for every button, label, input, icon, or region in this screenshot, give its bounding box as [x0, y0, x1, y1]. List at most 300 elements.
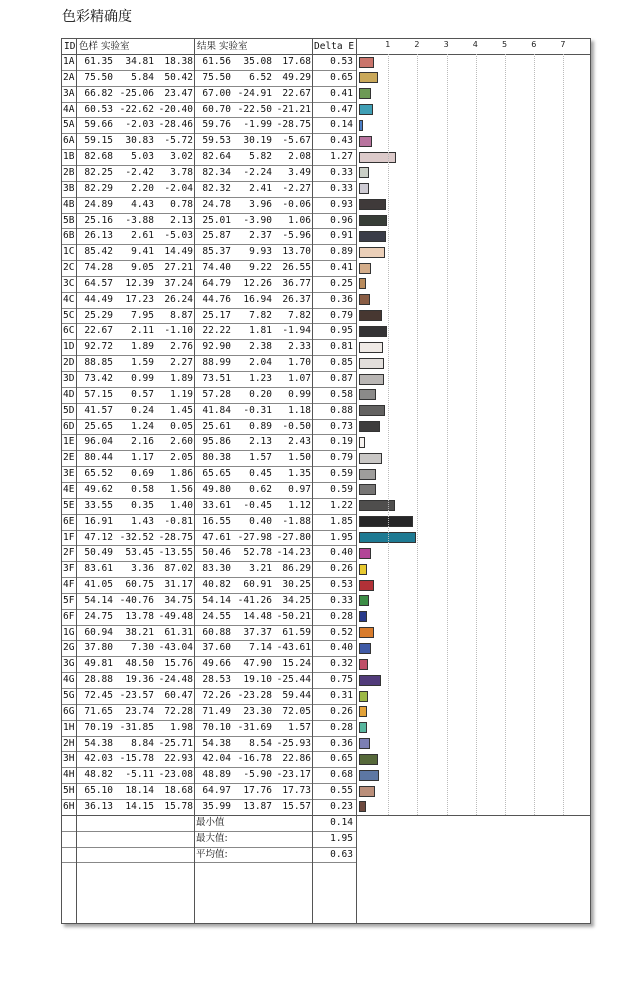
result-l: 22.22 — [202, 325, 231, 337]
result-b: 72.05 — [282, 705, 311, 717]
delta-e-bar — [359, 738, 370, 749]
sample-l: 16.91 — [84, 515, 113, 527]
row-id: 2D — [63, 357, 75, 369]
result-l: 88.99 — [202, 357, 231, 369]
result-b: -14.23 — [276, 547, 311, 559]
table-header — [62, 39, 590, 55]
result-a: 6.52 — [249, 71, 272, 83]
sample-b: 61.31 — [164, 626, 193, 638]
row-id: 2A — [63, 71, 75, 83]
sample-a: 23.74 — [125, 705, 154, 717]
sample-b: -2.04 — [164, 182, 193, 194]
sample-a: -32.52 — [119, 531, 154, 543]
result-b: 1.12 — [288, 499, 311, 511]
result-a: -5.90 — [243, 769, 272, 781]
sample-l: 66.82 — [84, 87, 113, 99]
result-a: -0.45 — [243, 499, 272, 511]
result-b: 1.07 — [288, 373, 311, 384]
result-a: 3.96 — [249, 198, 272, 210]
summary-label: 平均值: — [196, 848, 228, 860]
sample-a: 9.05 — [131, 262, 154, 274]
table-row — [62, 323, 590, 339]
delta-e-value: 0.96 — [330, 214, 353, 226]
sample-a: 4.43 — [131, 198, 154, 210]
row-id: 3C — [63, 277, 75, 289]
delta-e-value: 0.19 — [330, 436, 353, 448]
delta-e-bar — [359, 611, 367, 622]
result-b: 3.49 — [288, 166, 311, 178]
row-id: 6C — [63, 325, 75, 337]
row-id: 1B — [63, 151, 75, 163]
sample-b: 15.76 — [164, 658, 193, 670]
sample-b: -28.75 — [158, 531, 193, 543]
summary-row — [62, 831, 590, 847]
delta-e-value: 0.53 — [330, 579, 353, 591]
row-id: 5F — [63, 594, 75, 606]
sample-b: -23.08 — [158, 769, 193, 781]
result-l: 60.88 — [202, 626, 231, 638]
row-id: 6E — [63, 515, 75, 527]
result-b: 0.99 — [288, 388, 311, 400]
result-b: 2.33 — [288, 341, 311, 353]
delta-e-value: 0.36 — [330, 293, 353, 305]
delta-e-bar — [359, 326, 387, 337]
delta-e-bar — [359, 136, 372, 147]
result-l: 73.51 — [202, 373, 231, 384]
header-delta-e: Delta E — [314, 41, 355, 52]
result-a: 35.08 — [243, 56, 272, 67]
delta-e-bar — [359, 215, 387, 226]
result-l: 35.99 — [202, 800, 231, 812]
delta-e-bar — [359, 247, 385, 258]
result-b: -23.17 — [276, 769, 311, 781]
result-l: 37.60 — [202, 642, 231, 654]
delta-e-value: 0.41 — [330, 87, 353, 99]
sample-l: 82.29 — [84, 182, 113, 194]
delta-e-value: 0.73 — [330, 420, 353, 432]
table-row — [62, 751, 590, 767]
table-row — [62, 403, 590, 419]
sample-b: 1.56 — [170, 483, 193, 495]
table-row — [62, 355, 590, 371]
delta-e-value: 0.81 — [330, 341, 353, 353]
delta-e-value: 0.91 — [330, 230, 353, 242]
sample-l: 22.67 — [84, 325, 113, 337]
sample-l: 41.57 — [84, 404, 113, 416]
row-id: 3G — [63, 658, 75, 670]
row-id: 5A — [63, 119, 75, 131]
row-id: 3B — [63, 182, 75, 194]
result-l: 92.90 — [202, 341, 231, 353]
sample-a: -31.85 — [119, 721, 154, 733]
sample-a: -2.03 — [125, 119, 154, 131]
result-a: -31.69 — [237, 721, 272, 733]
delta-e-bar — [359, 627, 374, 638]
sample-b: 87.02 — [164, 563, 193, 575]
result-a: 12.26 — [243, 277, 272, 289]
result-a: 1.23 — [249, 373, 272, 384]
delta-e-bar — [359, 294, 370, 305]
result-l: 47.61 — [202, 531, 231, 543]
gridline — [447, 54, 448, 815]
result-a: 13.87 — [243, 800, 272, 812]
result-l: 40.82 — [202, 579, 231, 591]
result-l: 85.37 — [202, 246, 231, 258]
result-l: 80.38 — [202, 452, 231, 464]
column-divider — [194, 39, 195, 923]
result-b: 26.55 — [282, 262, 311, 274]
sample-b: 15.78 — [164, 800, 193, 812]
delta-e-value: 0.58 — [330, 388, 353, 400]
row-id: 1A — [63, 56, 75, 67]
axis-tick-label: 4 — [472, 40, 478, 49]
result-l: 49.80 — [202, 483, 231, 495]
column-divider — [312, 39, 313, 923]
result-b: -1.94 — [282, 325, 311, 337]
sample-l: 50.49 — [84, 547, 113, 559]
result-a: 16.94 — [243, 293, 272, 305]
row-id: 2B — [63, 166, 75, 178]
column-divider — [356, 39, 357, 923]
result-b: 34.25 — [282, 594, 311, 606]
sample-b: 14.49 — [164, 246, 193, 258]
sample-b: 2.13 — [170, 214, 193, 226]
result-b: 17.68 — [282, 56, 311, 67]
delta-e-value: 0.31 — [330, 690, 353, 701]
sample-a: 0.58 — [131, 483, 154, 495]
sample-a: 60.75 — [125, 579, 154, 591]
sample-l: 60.53 — [84, 103, 113, 115]
sample-a: -15.78 — [119, 753, 154, 765]
table-row — [62, 799, 590, 815]
result-a: 0.89 — [249, 420, 272, 432]
sample-l: 96.04 — [84, 436, 113, 448]
table-row — [62, 466, 590, 482]
sample-a: 1.43 — [131, 515, 154, 527]
row-id: 4C — [63, 293, 75, 305]
table-row — [62, 498, 590, 514]
column-divider — [76, 39, 77, 923]
sample-a: 1.17 — [131, 452, 154, 464]
row-id: 4G — [63, 674, 75, 686]
sample-a: 2.61 — [131, 230, 154, 242]
row-id: 6G — [63, 705, 75, 717]
result-b: -43.61 — [276, 642, 311, 654]
result-b: 36.77 — [282, 277, 311, 289]
delta-e-bar — [359, 358, 384, 369]
sample-b: 0.78 — [170, 198, 193, 210]
sample-b: -1.10 — [164, 325, 193, 337]
sample-l: 80.44 — [84, 452, 113, 464]
delta-e-bar — [359, 120, 363, 131]
result-a: 2.04 — [249, 357, 272, 369]
table-row — [62, 767, 590, 783]
delta-e-bar — [359, 722, 367, 733]
summary-row — [62, 847, 590, 863]
header-sample-lab: 色样 实验室 — [79, 41, 130, 52]
delta-e-value: 0.36 — [330, 737, 353, 749]
result-a: 3.21 — [249, 563, 272, 575]
result-b: 22.67 — [282, 87, 311, 99]
sample-l: 75.50 — [84, 71, 113, 83]
delta-e-value: 0.87 — [330, 373, 353, 384]
row-id: 2H — [63, 737, 75, 749]
delta-e-value: 0.32 — [330, 658, 353, 670]
result-b: 13.70 — [282, 246, 311, 258]
table-row — [62, 530, 590, 546]
delta-e-bar — [359, 152, 396, 163]
table-row — [62, 783, 590, 799]
delta-e-value: 0.26 — [330, 705, 353, 717]
result-a: 19.10 — [243, 674, 272, 686]
sample-b: -13.55 — [158, 547, 193, 559]
result-b: 49.29 — [282, 71, 311, 83]
result-a: 1.57 — [249, 452, 272, 464]
axis-tick-label: 3 — [443, 40, 449, 49]
result-a: -1.99 — [243, 119, 272, 131]
row-id: 6H — [63, 800, 75, 812]
delta-e-value: 0.53 — [330, 56, 353, 67]
result-a: 7.14 — [249, 642, 272, 654]
sample-a: -5.11 — [125, 769, 154, 781]
sample-b: -43.04 — [158, 642, 193, 654]
result-a: 2.13 — [249, 436, 272, 448]
gridline — [563, 54, 564, 815]
sample-l: 61.35 — [84, 56, 113, 67]
delta-e-bar — [359, 500, 395, 511]
sample-a: 53.45 — [125, 547, 154, 559]
sample-l: 65.52 — [84, 468, 113, 480]
row-id: 4F — [63, 579, 75, 591]
result-l: 57.28 — [202, 388, 231, 400]
result-a: 37.37 — [243, 626, 272, 638]
sample-a: 5.03 — [131, 151, 154, 163]
sample-a: 2.20 — [131, 182, 154, 194]
result-a: -22.50 — [237, 103, 272, 115]
delta-e-bar — [359, 374, 384, 385]
gridline — [476, 54, 477, 815]
sample-a: 1.24 — [131, 420, 154, 432]
row-id: 5G — [63, 690, 75, 701]
result-b: 15.24 — [282, 658, 311, 670]
result-l: 82.34 — [202, 166, 231, 178]
result-l: 71.49 — [202, 705, 231, 717]
sample-l: 74.28 — [84, 262, 113, 274]
delta-e-value: 0.26 — [330, 563, 353, 575]
sample-b: 1.45 — [170, 404, 193, 416]
sample-b: -0.81 — [164, 515, 193, 527]
result-a: 0.20 — [249, 388, 272, 400]
result-l: 16.55 — [202, 515, 231, 527]
row-id: 2G — [63, 642, 75, 654]
sample-a: 17.23 — [125, 293, 154, 305]
sample-a: -23.57 — [119, 690, 154, 701]
sample-l: 25.29 — [84, 309, 113, 321]
sample-l: 33.55 — [84, 499, 113, 511]
sample-l: 48.82 — [84, 769, 113, 781]
result-b: 1.06 — [288, 214, 311, 226]
table-row — [62, 450, 590, 466]
delta-e-bar — [359, 104, 373, 115]
sample-b: 72.28 — [164, 705, 193, 717]
sample-b: 23.47 — [164, 87, 193, 99]
result-a: 0.40 — [249, 515, 272, 527]
sample-b: 34.75 — [164, 594, 193, 606]
table-row — [62, 514, 590, 530]
result-a: 2.37 — [249, 230, 272, 242]
sample-b: 22.93 — [164, 753, 193, 765]
sample-l: 26.13 — [84, 230, 113, 242]
row-id: 2C — [63, 262, 75, 274]
table-row — [62, 165, 590, 181]
result-l: 44.76 — [202, 293, 231, 305]
sample-l: 71.65 — [84, 705, 113, 717]
table-row — [62, 387, 590, 403]
sample-l: 28.88 — [84, 674, 113, 686]
sample-l: 24.75 — [84, 610, 113, 622]
delta-e-value: 0.28 — [330, 721, 353, 733]
result-b: 0.97 — [288, 483, 311, 495]
delta-e-bar — [359, 754, 378, 765]
page-title: 色彩精确度 — [62, 9, 132, 25]
table-row — [62, 213, 590, 229]
sample-l: 25.16 — [84, 214, 113, 226]
table-row — [62, 482, 590, 498]
sample-l: 72.45 — [84, 690, 113, 701]
table-row — [62, 197, 590, 213]
result-a: -41.26 — [237, 594, 272, 606]
table-row — [62, 371, 590, 387]
sample-b: 2.05 — [170, 452, 193, 464]
result-l: 74.40 — [202, 262, 231, 274]
sample-l: 82.68 — [84, 151, 113, 163]
sample-a: 34.81 — [125, 56, 154, 67]
delta-e-bar — [359, 167, 369, 178]
result-b: 1.35 — [288, 468, 311, 480]
result-l: 25.61 — [202, 420, 231, 432]
result-b: -25.93 — [276, 737, 311, 749]
table-row — [62, 70, 590, 86]
row-id: 5H — [63, 785, 75, 797]
delta-e-bar — [359, 580, 374, 591]
result-b: -5.96 — [282, 230, 311, 242]
sample-b: -28.46 — [158, 119, 193, 131]
sample-b: 18.38 — [164, 56, 193, 67]
sample-a: 13.78 — [125, 610, 154, 622]
delta-e-value: 0.65 — [330, 71, 353, 83]
result-a: 52.78 — [243, 547, 272, 559]
delta-e-bar — [359, 199, 386, 210]
sample-a: 8.84 — [131, 737, 154, 749]
header-id: ID — [64, 41, 76, 52]
gridline — [534, 54, 535, 815]
table-row — [62, 672, 590, 688]
result-b: -2.27 — [282, 182, 311, 194]
result-a: 2.41 — [249, 182, 272, 194]
table-row — [62, 434, 590, 450]
result-b: -5.67 — [282, 135, 311, 147]
row-id: 1F — [63, 531, 75, 543]
sample-a: 1.89 — [131, 341, 154, 353]
result-a: 2.38 — [249, 341, 272, 353]
sample-a: -3.88 — [125, 214, 154, 226]
sample-b: -24.48 — [158, 674, 193, 686]
result-b: 1.70 — [288, 357, 311, 369]
color-accuracy-table — [61, 38, 591, 924]
table-row — [62, 276, 590, 292]
result-b: 86.29 — [282, 563, 311, 575]
delta-e-bar — [359, 421, 380, 432]
sample-l: 85.42 — [84, 246, 113, 258]
delta-e-bar — [359, 263, 371, 274]
row-id: 3H — [63, 753, 75, 765]
result-l: 64.79 — [202, 277, 231, 289]
delta-e-bar — [359, 786, 375, 797]
sample-b: 2.76 — [170, 341, 193, 353]
result-l: 48.89 — [202, 769, 231, 781]
sample-b: 1.98 — [170, 721, 193, 733]
result-l: 42.04 — [202, 753, 231, 765]
table-row — [62, 656, 590, 672]
table-row — [62, 149, 590, 165]
result-a: 17.76 — [243, 785, 272, 797]
sample-a: 14.15 — [125, 800, 154, 812]
row-id: 2F — [63, 547, 75, 559]
table-row — [62, 688, 590, 704]
table-row — [62, 86, 590, 102]
delta-e-bar — [359, 484, 376, 495]
result-l: 83.30 — [202, 563, 231, 575]
table-row — [62, 609, 590, 625]
result-a: 0.62 — [249, 483, 272, 495]
table-row — [62, 133, 590, 149]
sample-a: 2.11 — [131, 325, 154, 337]
axis-tick-label: 5 — [502, 40, 508, 49]
header-result-lab: 结果 实验室 — [197, 41, 248, 52]
result-a: 7.82 — [249, 309, 272, 321]
row-id: 3E — [63, 468, 75, 480]
axis-tick-label: 1 — [385, 40, 391, 49]
delta-e-value: 0.88 — [330, 404, 353, 416]
sample-a: 0.99 — [131, 373, 154, 384]
delta-e-bar — [359, 405, 385, 416]
result-b: 2.43 — [288, 436, 311, 448]
sample-a: 1.59 — [131, 357, 154, 369]
delta-e-bar — [359, 183, 369, 194]
result-b: -0.06 — [282, 198, 311, 210]
row-id: 5E — [63, 499, 75, 511]
row-id: 6B — [63, 230, 75, 242]
summary-value: 0.14 — [330, 816, 353, 828]
table-row — [62, 736, 590, 752]
result-a: 0.45 — [249, 468, 272, 480]
delta-e-value: 0.59 — [330, 468, 353, 480]
delta-e-bar — [359, 548, 371, 559]
sample-l: 83.61 — [84, 563, 113, 575]
sample-l: 36.13 — [84, 800, 113, 812]
sample-b: 3.78 — [170, 166, 193, 178]
table-row — [62, 260, 590, 276]
sample-b: 3.02 — [170, 151, 193, 163]
delta-e-value: 0.65 — [330, 753, 353, 765]
result-l: 59.53 — [202, 135, 231, 147]
table-row — [62, 720, 590, 736]
result-b: 1.18 — [288, 404, 311, 416]
result-b: 30.25 — [282, 579, 311, 591]
sample-b: -5.72 — [164, 135, 193, 147]
result-a: -24.91 — [237, 87, 272, 99]
delta-e-value: 1.85 — [330, 515, 353, 527]
